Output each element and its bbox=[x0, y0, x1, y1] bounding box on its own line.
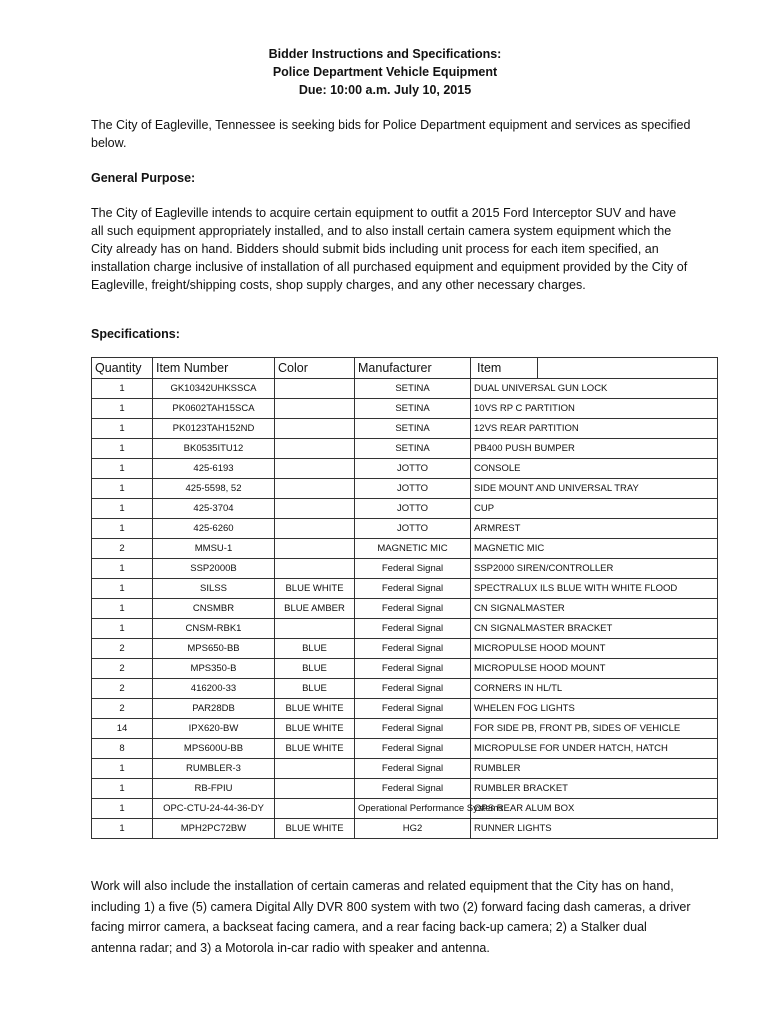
manufacturer-cell: Federal Signal bbox=[355, 719, 471, 739]
manufacturer-cell: Federal Signal bbox=[355, 779, 471, 799]
color-cell: BLUE WHITE bbox=[275, 579, 355, 599]
color-cell bbox=[275, 479, 355, 499]
column-header-item bbox=[471, 358, 718, 379]
color-cell bbox=[275, 619, 355, 639]
quantity-cell: 2 bbox=[92, 659, 153, 679]
quantity-cell: 2 bbox=[92, 639, 153, 659]
manufacturer-cell: Federal Signal bbox=[355, 679, 471, 699]
item-cell: RUNNER LIGHTS bbox=[471, 819, 718, 839]
title-line-2: Police Department Vehicle Equipment bbox=[272, 65, 498, 79]
item-number-cell: CNSMBR bbox=[153, 599, 275, 619]
color-cell bbox=[275, 759, 355, 779]
specifications-table bbox=[91, 357, 718, 839]
item-number-cell: MPS350-B bbox=[153, 659, 275, 679]
item-cell: RUMBLER bbox=[471, 759, 718, 779]
quantity-cell: 1 bbox=[92, 379, 153, 399]
item-number-cell: 425-5598, 52 bbox=[153, 479, 275, 499]
color-cell bbox=[275, 379, 355, 399]
quantity-cell: 2 bbox=[92, 679, 153, 699]
manufacturer-cell: Federal Signal bbox=[355, 759, 471, 779]
column-header-item-number: Item Number bbox=[153, 358, 275, 379]
item-number-cell: BK0535ITU12 bbox=[153, 439, 275, 459]
table-row bbox=[92, 759, 718, 779]
quantity-cell: 14 bbox=[92, 719, 153, 739]
color-cell: BLUE WHITE bbox=[275, 819, 355, 839]
table-header-row bbox=[92, 358, 718, 379]
manufacturer-cell: Federal Signal bbox=[355, 559, 471, 579]
manufacturer-cell: SETINA bbox=[355, 419, 471, 439]
color-cell: BLUE bbox=[275, 639, 355, 659]
item-cell: MICROPULSE FOR UNDER HATCH, HATCH bbox=[471, 739, 718, 759]
table-row bbox=[92, 379, 718, 399]
closing-paragraph: Work will also include the installation of certain cameras and related equipment that the City has on hand, including 1) a five (5) camera Digital Ally DVR 800 system with two (2) forward facing dash cameras, a driver facing mirror camera, a backseat facing camera, and a rear facing back-up camera; 2) a Stalker dual antenna radar; and 3) a Motorola in-car radio with speaker and antenna. bbox=[91, 879, 691, 955]
manufacturer-cell: MAGNETIC MIC bbox=[355, 539, 471, 559]
quantity-cell: 2 bbox=[92, 539, 153, 559]
quantity-cell: 1 bbox=[92, 619, 153, 639]
table-row bbox=[92, 699, 718, 719]
item-number-cell: SSP2000B bbox=[153, 559, 275, 579]
item-number-cell: PAR28DB bbox=[153, 699, 275, 719]
item-number-cell: MMSU-1 bbox=[153, 539, 275, 559]
quantity-cell: 8 bbox=[92, 739, 153, 759]
item-cell: CUP bbox=[471, 499, 718, 519]
item-number-cell: SILSS bbox=[153, 579, 275, 599]
table-row bbox=[92, 739, 718, 759]
quantity-cell: 1 bbox=[92, 519, 153, 539]
manufacturer-cell: SETINA bbox=[355, 439, 471, 459]
table-row bbox=[92, 799, 718, 819]
item-number-cell: OPC-CTU-24-44-36-DY bbox=[153, 799, 275, 819]
item-cell: MICROPULSE HOOD MOUNT bbox=[471, 659, 718, 679]
item-cell: SSP2000 SIREN/CONTROLLER bbox=[471, 559, 718, 579]
color-cell: BLUE WHITE bbox=[275, 739, 355, 759]
item-number-cell: GK10342UHKSSCA bbox=[153, 379, 275, 399]
manufacturer-cell: Federal Signal bbox=[355, 739, 471, 759]
table-row bbox=[92, 479, 718, 499]
table-row bbox=[92, 499, 718, 519]
item-cell: SIDE MOUNT AND UNIVERSAL TRAY bbox=[471, 479, 718, 499]
item-cell: CN SIGNALMASTER bbox=[471, 599, 718, 619]
item-cell: PB400 PUSH BUMPER bbox=[471, 439, 718, 459]
color-cell bbox=[275, 399, 355, 419]
item-number-cell: 425-6193 bbox=[153, 459, 275, 479]
item-number-cell: CNSM-RBK1 bbox=[153, 619, 275, 639]
item-number-cell: PK0602TAH15SCA bbox=[153, 399, 275, 419]
table-row bbox=[92, 399, 718, 419]
table-row bbox=[92, 439, 718, 459]
general-purpose-paragraph: The City of Eagleville intends to acquire certain equipment to outfit a 2015 Ford Interceptor SUV and have all such equipment appropriately installed, and to also install certain camera system equipment which the City already has on hand. Bidders should submit bids including unit process for each item specified, an installation charge inclusive of installation of all purchased equipment and equipment provided by the City of Eagleville, freight/shipping costs, shop supply charges, and any other necessary charges. bbox=[91, 206, 688, 292]
item-cell: OPS REAR ALUM BOX bbox=[471, 799, 718, 819]
table-row bbox=[92, 779, 718, 799]
color-cell bbox=[275, 499, 355, 519]
manufacturer-cell: JOTTO bbox=[355, 499, 471, 519]
table-row bbox=[92, 419, 718, 439]
color-cell bbox=[275, 459, 355, 479]
color-cell bbox=[275, 539, 355, 559]
quantity-cell: 1 bbox=[92, 399, 153, 419]
general-purpose-heading: General Purpose: bbox=[91, 171, 196, 185]
quantity-cell: 1 bbox=[92, 599, 153, 619]
item-number-cell: RB-FPIU bbox=[153, 779, 275, 799]
item-number-cell: PK0123TAH152ND bbox=[153, 419, 275, 439]
item-cell: WHELEN FOG LIGHTS bbox=[471, 699, 718, 719]
item-cell: 10VS RP C PARTITION bbox=[471, 399, 718, 419]
item-cell: MAGNETIC MIC bbox=[471, 539, 718, 559]
item-cell: SPECTRALUX ILS BLUE WITH WHITE FLOOD bbox=[471, 579, 718, 599]
table-row bbox=[92, 579, 718, 599]
color-cell bbox=[275, 799, 355, 819]
manufacturer-cell: Operational Performance Systems bbox=[355, 799, 471, 819]
quantity-cell: 1 bbox=[92, 439, 153, 459]
specifications-heading: Specifications: bbox=[91, 327, 180, 341]
intro-paragraph: The City of Eagleville, Tennessee is seeking bids for Police Department equipment and services as specified below. bbox=[91, 118, 691, 150]
item-cell: ARMREST bbox=[471, 519, 718, 539]
item-cell: 12VS REAR PARTITION bbox=[471, 419, 718, 439]
manufacturer-cell: Federal Signal bbox=[355, 579, 471, 599]
item-number-cell: 416200-33 bbox=[153, 679, 275, 699]
item-cell: MICROPULSE HOOD MOUNT bbox=[471, 639, 718, 659]
color-cell: BLUE bbox=[275, 659, 355, 679]
manufacturer-cell: SETINA bbox=[355, 399, 471, 419]
table-row bbox=[92, 639, 718, 659]
table-row bbox=[92, 599, 718, 619]
item-cell: CONSOLE bbox=[471, 459, 718, 479]
item-cell: CN SIGNALMASTER BRACKET bbox=[471, 619, 718, 639]
document-title bbox=[0, 45, 770, 99]
quantity-cell: 1 bbox=[92, 479, 153, 499]
color-cell bbox=[275, 559, 355, 579]
manufacturer-cell: Federal Signal bbox=[355, 619, 471, 639]
title-line-1: Bidder Instructions and Specifications: bbox=[268, 47, 502, 61]
manufacturer-cell: Federal Signal bbox=[355, 639, 471, 659]
table-body bbox=[92, 379, 718, 839]
item-header-label: Item bbox=[477, 358, 538, 378]
quantity-cell: 1 bbox=[92, 759, 153, 779]
table-row bbox=[92, 719, 718, 739]
quantity-cell: 2 bbox=[92, 699, 153, 719]
column-header-manufacturer: Manufacturer bbox=[355, 358, 471, 379]
item-number-cell: RUMBLER-3 bbox=[153, 759, 275, 779]
table-row bbox=[92, 659, 718, 679]
quantity-cell: 1 bbox=[92, 579, 153, 599]
table-row bbox=[92, 619, 718, 639]
manufacturer-cell: JOTTO bbox=[355, 459, 471, 479]
color-cell bbox=[275, 419, 355, 439]
quantity-cell: 1 bbox=[92, 459, 153, 479]
item-number-cell: MPS600U-BB bbox=[153, 739, 275, 759]
color-cell: BLUE AMBER bbox=[275, 599, 355, 619]
item-cell: DUAL UNIVERSAL GUN LOCK bbox=[471, 379, 718, 399]
item-number-cell: 425-6260 bbox=[153, 519, 275, 539]
quantity-cell: 1 bbox=[92, 779, 153, 799]
manufacturer-cell: HG2 bbox=[355, 819, 471, 839]
color-cell bbox=[275, 519, 355, 539]
column-header-color: Color bbox=[275, 358, 355, 379]
title-line-3: Due: 10:00 a.m. July 10, 2015 bbox=[298, 83, 472, 97]
manufacturer-cell: SETINA bbox=[355, 379, 471, 399]
item-cell: CORNERS IN HL/TL bbox=[471, 679, 718, 699]
color-cell: BLUE bbox=[275, 679, 355, 699]
quantity-cell: 1 bbox=[92, 559, 153, 579]
quantity-cell: 1 bbox=[92, 419, 153, 439]
table-row bbox=[92, 539, 718, 559]
color-cell bbox=[275, 439, 355, 459]
color-cell: BLUE WHITE bbox=[275, 699, 355, 719]
table-row bbox=[92, 679, 718, 699]
item-number-cell: IPX620-BW bbox=[153, 719, 275, 739]
manufacturer-cell: JOTTO bbox=[355, 519, 471, 539]
quantity-cell: 1 bbox=[92, 819, 153, 839]
manufacturer-cell: Federal Signal bbox=[355, 699, 471, 719]
color-cell: BLUE WHITE bbox=[275, 719, 355, 739]
quantity-cell: 1 bbox=[92, 799, 153, 819]
manufacturer-cell: Federal Signal bbox=[355, 599, 471, 619]
item-number-cell: MPS650-BB bbox=[153, 639, 275, 659]
table-row bbox=[92, 459, 718, 479]
manufacturer-cell: JOTTO bbox=[355, 479, 471, 499]
item-number-cell: 425-3704 bbox=[153, 499, 275, 519]
item-cell: RUMBLER BRACKET bbox=[471, 779, 718, 799]
quantity-cell: 1 bbox=[92, 499, 153, 519]
table-row bbox=[92, 519, 718, 539]
item-number-cell: MPH2PC72BW bbox=[153, 819, 275, 839]
column-header-quantity: Quantity bbox=[92, 358, 153, 379]
item-cell: FOR SIDE PB, FRONT PB, SIDES OF VEHICLE bbox=[471, 719, 718, 739]
table-row bbox=[92, 559, 718, 579]
manufacturer-cell: Federal Signal bbox=[355, 659, 471, 679]
table-row bbox=[92, 819, 718, 839]
color-cell bbox=[275, 779, 355, 799]
